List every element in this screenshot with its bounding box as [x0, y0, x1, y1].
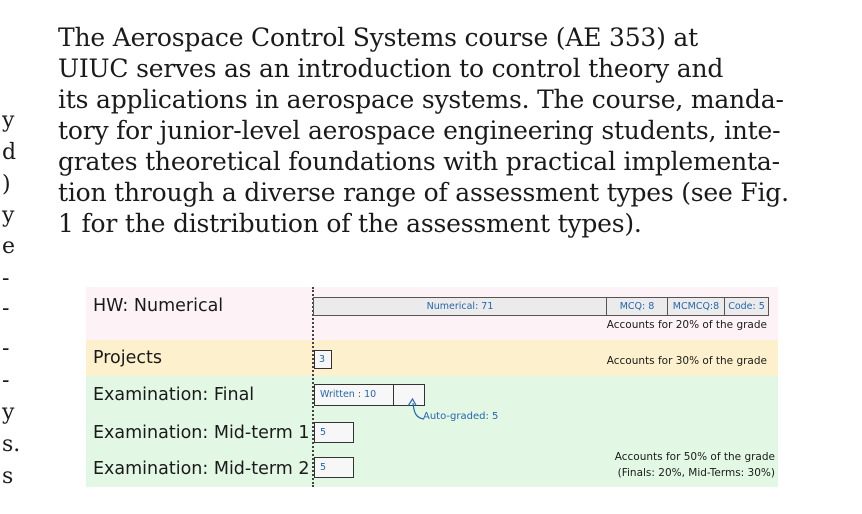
projects-box: 3 — [314, 350, 332, 369]
hw-segment-mcmcq: MCMCQ:8 — [667, 297, 725, 316]
paragraph-line: tory for junior-level aerospace engineering students, inte- — [58, 116, 781, 145]
fragment: d — [2, 140, 17, 165]
hw-segment-numerical: Numerical: 71 — [313, 297, 607, 316]
mid2-box: 5 — [314, 457, 354, 478]
fragment: ) — [2, 172, 11, 197]
paragraph-line: grates theoretical foundations with practical implementa- — [58, 147, 780, 176]
assessment-distribution-figure — [86, 287, 778, 487]
row-label-mid2: Examination: Mid-term 2 — [93, 459, 310, 479]
row-label-final: Examination: Final — [93, 385, 255, 405]
fragment: - — [2, 368, 10, 393]
fragment: s. — [2, 432, 21, 457]
row-label-hw: HW: Numerical — [93, 296, 224, 316]
fragment: s — [2, 464, 14, 489]
paragraph-line: UIUC serves as an introduction to control theory and — [58, 54, 724, 83]
fragment: y — [2, 203, 15, 228]
hw-segment-code: Code: 5 — [724, 297, 769, 316]
final-written-box: Written : 10 — [314, 384, 394, 406]
fragment: - — [2, 336, 10, 361]
autograded-label: Auto-graded: 5 — [423, 411, 499, 422]
projects-grade-note: Accounts for 30% of the grade — [606, 355, 767, 367]
exam-grade-breakdown: (Finals: 20%, Mid-Terms: 30%) — [617, 467, 775, 479]
left-column-fragments — [0, 0, 22, 514]
exam-grade-note: Accounts for 50% of the grade — [614, 451, 775, 463]
paragraph-line: 1 for the distribution of the assessment types). — [58, 209, 642, 238]
paragraph-line: The Aerospace Control Systems course (AE 353) at — [58, 23, 698, 52]
row-label-mid1: Examination: Mid-term 1 — [93, 423, 310, 443]
fragment: y — [2, 108, 15, 133]
paragraph-line: its applications in aerospace systems. The course, manda- — [58, 85, 784, 114]
fragment: - — [2, 296, 10, 321]
row-label-projects: Projects — [93, 348, 162, 368]
fragment: y — [2, 400, 15, 425]
hw-grade-note: Accounts for 20% of the grade — [606, 319, 767, 331]
hw-segment-mcq: MCQ: 8 — [606, 297, 668, 316]
fragment: e — [2, 234, 16, 259]
mid1-box: 5 — [314, 422, 354, 443]
fragment: - — [2, 266, 10, 291]
body-paragraph — [58, 22, 808, 239]
paragraph-line: tion through a diverse range of assessment types (see Fig. — [58, 178, 789, 207]
